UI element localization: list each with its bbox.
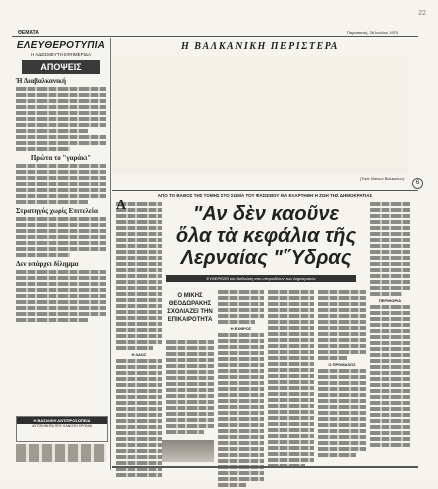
text-line (166, 388, 214, 392)
text-line (370, 274, 410, 278)
text-line (116, 256, 162, 260)
text-line (116, 455, 162, 459)
text-line (116, 244, 162, 248)
issue-date: Παρασκευή, 26 Ιουλίου 1970 (346, 30, 398, 35)
text-line (166, 400, 214, 404)
text-line (318, 423, 366, 427)
text-line (16, 147, 70, 151)
text-line (218, 393, 264, 397)
balkan-title: Η ΒΑΛΚΑΝΙΚΗ ΠΕΡΙΣΤΕΡΑ (112, 38, 408, 57)
text-line (16, 306, 106, 310)
text-line (116, 304, 162, 308)
text-line (268, 296, 314, 300)
text-line (318, 435, 366, 439)
text-line (218, 381, 264, 385)
advertisement-box (16, 416, 108, 442)
text-line (166, 394, 214, 398)
text-line (318, 375, 366, 379)
text-line (318, 369, 366, 373)
text-line (370, 262, 410, 266)
text-line (370, 371, 410, 375)
text-line (116, 220, 162, 224)
text-line (16, 182, 106, 186)
page-number: 22 (418, 10, 426, 17)
text-line (218, 290, 264, 294)
text-column (116, 200, 162, 479)
text-line (116, 419, 162, 423)
text-line (218, 302, 264, 306)
text-line (370, 419, 410, 423)
text-line (218, 320, 255, 324)
text-line (116, 298, 162, 302)
text-line (268, 392, 314, 396)
text-line (166, 352, 214, 356)
text-line (370, 238, 410, 242)
text-line (116, 431, 162, 435)
text-line (218, 459, 264, 463)
text-line (116, 340, 162, 344)
text-line (218, 411, 264, 415)
text-line (116, 238, 162, 242)
car-illustration (16, 444, 106, 462)
bottom-rule (112, 466, 418, 468)
text-line (16, 288, 106, 292)
text-line (116, 226, 162, 230)
text-line (116, 322, 162, 326)
text-line (268, 404, 314, 408)
text-line (370, 377, 410, 381)
text-column (318, 288, 366, 459)
text-line (318, 308, 366, 312)
text-line (370, 365, 410, 369)
text-line (116, 328, 162, 332)
text-line (16, 105, 106, 109)
text-line (16, 176, 106, 180)
text-line (318, 356, 347, 360)
quote-line: Λερναίας "Ὕδρας (180, 247, 352, 269)
text-line (116, 389, 162, 393)
header-rule (12, 36, 418, 37)
column-divider (110, 38, 111, 470)
text-line (268, 452, 314, 456)
text-line (268, 386, 314, 390)
blank-area (112, 56, 408, 174)
text-line (116, 437, 162, 441)
text-line (318, 405, 366, 409)
portrait-photo (162, 440, 214, 462)
text-line (116, 473, 162, 477)
text-line (16, 99, 106, 103)
text-line (218, 423, 264, 427)
text-line (116, 461, 162, 465)
text-line (268, 320, 314, 324)
subhead: ΠΕΡΙΘΩΡΙΑ (378, 298, 402, 303)
text-line (116, 365, 162, 369)
text-line (16, 282, 106, 286)
text-line (116, 443, 162, 447)
text-line (116, 407, 162, 411)
text-line (218, 351, 264, 355)
text-line (370, 214, 410, 218)
text-line (370, 317, 410, 321)
text-line (268, 326, 314, 330)
text-line (370, 341, 410, 345)
quote-line: "Αν δὲν καοῦνε (192, 203, 340, 225)
text-line (318, 338, 366, 342)
text-line (16, 200, 88, 204)
text-line (116, 316, 162, 320)
section-label: ΘΕΜΑΤΑ (18, 30, 39, 36)
text-line (16, 300, 106, 304)
text-line (370, 383, 410, 387)
text-line (218, 405, 264, 409)
text-line (318, 393, 366, 397)
text-line (370, 226, 410, 230)
text-line (116, 262, 162, 266)
text-line (16, 111, 106, 115)
text-line (218, 369, 264, 373)
section-rule (112, 190, 418, 191)
text-line (166, 346, 214, 350)
text-line (370, 443, 410, 447)
text-line (116, 401, 162, 405)
text-line (268, 290, 314, 294)
text-line (16, 247, 106, 251)
text-column (218, 288, 264, 489)
text-line (268, 422, 314, 426)
text-line (370, 250, 410, 254)
text-line (16, 135, 106, 139)
text-line (318, 302, 366, 306)
text-line (268, 302, 314, 306)
text-column (370, 200, 410, 449)
text-line (116, 395, 162, 399)
text-line (370, 311, 410, 315)
text-line (218, 357, 264, 361)
brand-subtitle: Η ΑΔΕΣΜΕΥΤΗ ΕΦΗΜΕΡΙΔΑ (31, 52, 91, 57)
text-line (166, 382, 214, 386)
text-line (116, 280, 162, 284)
text-line (318, 326, 366, 330)
text-line (318, 314, 366, 318)
text-line (16, 235, 106, 239)
text-line (116, 250, 162, 254)
text-line (370, 202, 410, 206)
text-line (16, 117, 106, 121)
text-line (16, 223, 106, 227)
text-line (16, 129, 88, 133)
text-line (16, 123, 106, 127)
text-line (370, 389, 410, 393)
text-line (268, 434, 314, 438)
text-line (218, 308, 264, 312)
text-line (370, 220, 410, 224)
text-line (16, 194, 106, 198)
text-line (218, 417, 264, 421)
text-column (166, 338, 214, 436)
text-line (318, 429, 366, 433)
subtitle-bar: ΕΥΘΕΡΕΣΕΙ και διεθνώση απο υπαμοδέουν των Δημοκρατών (166, 275, 356, 282)
text-line (268, 356, 314, 360)
article-heading: Ή Διαβαλκανική (16, 77, 66, 85)
text-line (370, 335, 410, 339)
text-line (370, 305, 410, 309)
handwritten-mark: 6 (412, 178, 423, 189)
text-line (268, 410, 314, 414)
article-heading: Στρατηγός χωρίς Επιτελεία (16, 207, 98, 215)
text-line (16, 188, 106, 192)
quote-line: ὅλα τὰ κεφάλια τῆς (175, 225, 357, 247)
text-line (318, 417, 366, 421)
text-line (370, 407, 410, 411)
text-line (268, 374, 314, 378)
text-line (16, 141, 106, 145)
text-line (268, 344, 314, 348)
text-line (370, 208, 410, 212)
text-line (268, 338, 314, 342)
text-line (16, 253, 70, 257)
text-line (218, 333, 264, 337)
text-line (16, 217, 106, 221)
text-line (116, 310, 162, 314)
brand-title: ΕΛΕΥΘΕΡΟΤΥΠΙΑ (16, 40, 106, 51)
text-line (116, 383, 162, 387)
text-line (16, 294, 106, 298)
article-heading: Δεν υπάρχει δίλημμα (16, 260, 79, 268)
left-column (16, 40, 106, 470)
text-line (166, 358, 214, 362)
text-line (370, 413, 410, 417)
text-line (116, 274, 162, 278)
text-line (370, 347, 410, 351)
text-line (370, 353, 410, 357)
text-line (166, 340, 214, 344)
text-line (318, 332, 366, 336)
ad-title: Η ΒΑΣΙΛΙΚΗ ΑΝΤΙΠΡΟΣΩΠΕΙΑ (17, 417, 107, 424)
text-line (166, 370, 214, 374)
text-line (370, 286, 410, 290)
opinions-banner: ΑΠΟΨΕΙΣ (22, 60, 100, 74)
text-line (318, 290, 366, 294)
text-line (370, 323, 410, 327)
text-line (218, 387, 264, 391)
text-line (218, 435, 264, 439)
text-line (218, 429, 264, 433)
text-line (370, 359, 410, 363)
subhead: Η ΛΑΟΣ (131, 352, 147, 357)
text-line (166, 364, 214, 368)
text-line (268, 308, 314, 312)
text-line (116, 346, 153, 350)
text-line (370, 244, 410, 248)
text-line (318, 296, 366, 300)
text-line (218, 399, 264, 403)
text-line (268, 440, 314, 444)
text-line (218, 345, 264, 349)
article-heading: Πρώτα το "γαράκι" (30, 154, 92, 162)
text-line (218, 375, 264, 379)
text-line (16, 170, 106, 174)
text-line (268, 380, 314, 384)
text-line (218, 363, 264, 367)
text-line (318, 344, 366, 348)
text-line (116, 371, 162, 375)
text-line (218, 296, 264, 300)
text-line (218, 441, 264, 445)
text-line (116, 334, 162, 338)
text-line (370, 232, 410, 236)
text-line (16, 276, 106, 280)
photo-credit: (Τοιά: Νότιων Βάλκανων) (360, 176, 405, 181)
byline-box: Ο ΜΙΚΗΣ ΘΕΟΔΩΡΑΚΗΣ ΣΧΟΛΙΑΖΕΙ ΤΗΝ ΕΠΙΚΑΙΡΟΤΗΤΑ (167, 293, 213, 323)
headline-quote (166, 203, 366, 269)
text-line (268, 350, 314, 354)
text-line (268, 314, 314, 318)
text-line (318, 381, 366, 385)
kicker: ΑΠΟ ΤΟ ΒΑΘΟΣ ΤΗΣ ΤΟΜΗΣ ΣΤΟ ΣΩΜΑ ΤΟΥ ΦΑΣΙΣΜΟΥ ΘΑ ΕΞΑΡΤΗΘΗ Η ΖΩΗ ΤΗΣ ΔΗΜΟΚΡΑΤΙΑΣ (157, 193, 373, 198)
text-line (116, 268, 162, 272)
text-line (268, 332, 314, 336)
text-line (16, 270, 106, 274)
text-column (268, 288, 314, 470)
text-line (370, 401, 410, 405)
text-line (218, 471, 264, 475)
text-line (218, 314, 264, 318)
text-line (166, 406, 214, 410)
text-line (370, 431, 410, 435)
text-line (116, 377, 162, 381)
ad-subtitle: ΑΥΤΟΚΙΝΗΤΑ ΠΟΥ ΚΑΝΟΥΝ ΧΡΟΝΙΑ (32, 424, 92, 428)
text-line (268, 398, 314, 402)
text-line (116, 292, 162, 296)
text-line (218, 483, 246, 487)
text-line (318, 411, 366, 415)
text-line (218, 477, 264, 481)
text-line (318, 350, 366, 354)
text-line (370, 268, 410, 272)
subhead: Ο ΠΡΟΜΑΧΟΣ (328, 362, 356, 367)
text-line (166, 418, 214, 422)
text-line (268, 368, 314, 372)
text-line (318, 453, 356, 457)
text-line (218, 453, 264, 457)
drop-cap: Α (116, 198, 127, 213)
text-line (166, 412, 214, 416)
text-line (370, 425, 410, 429)
text-line (318, 447, 366, 451)
text-line (370, 292, 402, 296)
text-line (16, 318, 88, 322)
text-line (16, 312, 106, 316)
text-line (318, 387, 366, 391)
text-line (268, 446, 314, 450)
text-line (116, 425, 162, 429)
text-line (318, 399, 366, 403)
text-line (318, 320, 366, 324)
text-line (116, 286, 162, 290)
text-line (116, 232, 162, 236)
text-line (16, 229, 106, 233)
text-line (116, 413, 162, 417)
text-line (166, 430, 204, 434)
text-line (370, 280, 410, 284)
text-line (370, 395, 410, 399)
text-line (268, 362, 314, 366)
text-line (218, 339, 264, 343)
text-line (166, 424, 214, 428)
text-line (268, 416, 314, 420)
text-line (166, 376, 214, 380)
text-line (318, 441, 366, 445)
text-line (370, 437, 410, 441)
text-line (116, 214, 162, 218)
text-line (16, 87, 106, 91)
text-line (268, 428, 314, 432)
text-line (218, 447, 264, 451)
text-line (370, 329, 410, 333)
subhead: Η ΕΧΘΡΟΣ (230, 326, 252, 331)
text-line (16, 93, 106, 97)
text-line (116, 449, 162, 453)
text-line (370, 256, 410, 260)
text-line (16, 164, 106, 168)
text-line (16, 241, 106, 245)
text-line (268, 458, 314, 462)
text-line (116, 359, 162, 363)
